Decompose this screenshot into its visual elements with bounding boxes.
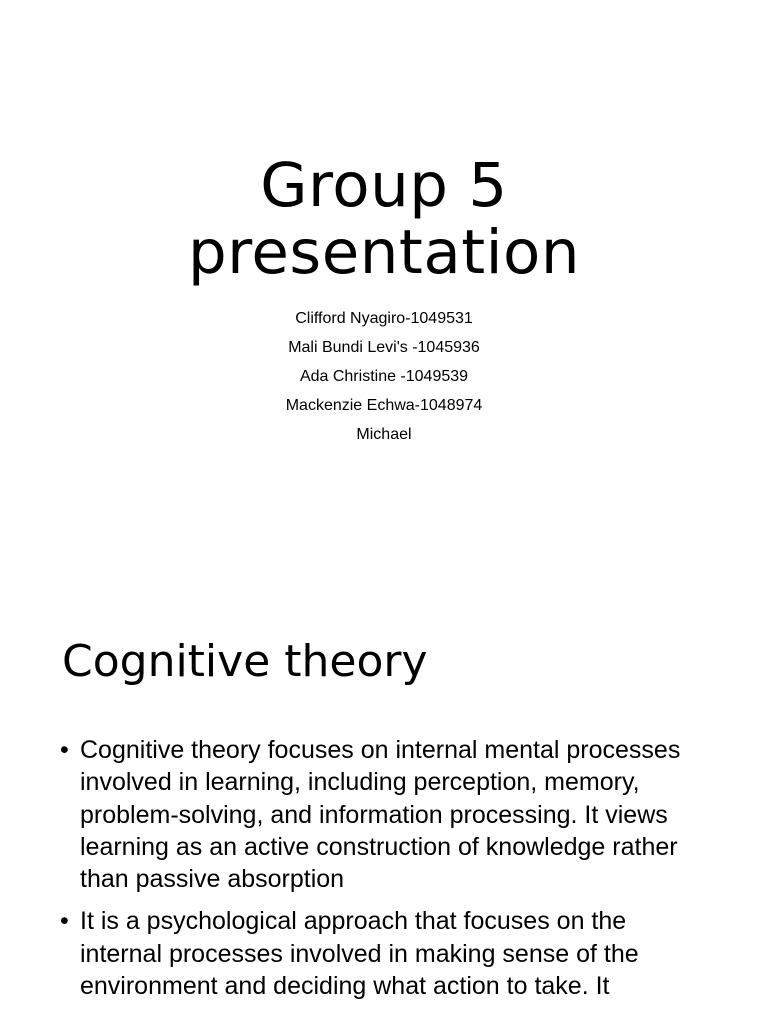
title-line-1: Group 5 xyxy=(260,150,508,221)
presenter-name: Clifford Nyagiro-1049531 xyxy=(295,310,473,327)
bullet-list xyxy=(60,734,700,1012)
title-line-2: presentation xyxy=(187,217,581,288)
bullet-text: Cognitive theory focuses on internal mental processes involved in learning, including perception, memory, problem-solving, and information processing. It views learning as an active construction of knowledge rather than passive absorption xyxy=(80,736,681,894)
slide-title-heading xyxy=(0,152,768,286)
bullet-text: It is a psychological approach that focuses on the internal processes involved in making sense of the environment and deciding what action to take. It xyxy=(80,907,639,1001)
bullet-marker: • xyxy=(60,736,69,764)
content-slide xyxy=(0,576,768,1024)
presenter-name: Michael xyxy=(356,426,412,443)
page-title: Cognitive theory xyxy=(62,636,428,687)
presenter-name: Ada Christine -1049539 xyxy=(299,368,469,385)
bullet-item xyxy=(60,734,700,895)
presenter-list xyxy=(0,304,768,449)
bullet-item xyxy=(60,905,700,1002)
presenter-name: Mackenzie Echwa-1048974 xyxy=(285,397,483,414)
bullet-marker: • xyxy=(60,907,69,936)
presenter-name: Mali Bundi Levi's -1045936 xyxy=(288,339,480,356)
